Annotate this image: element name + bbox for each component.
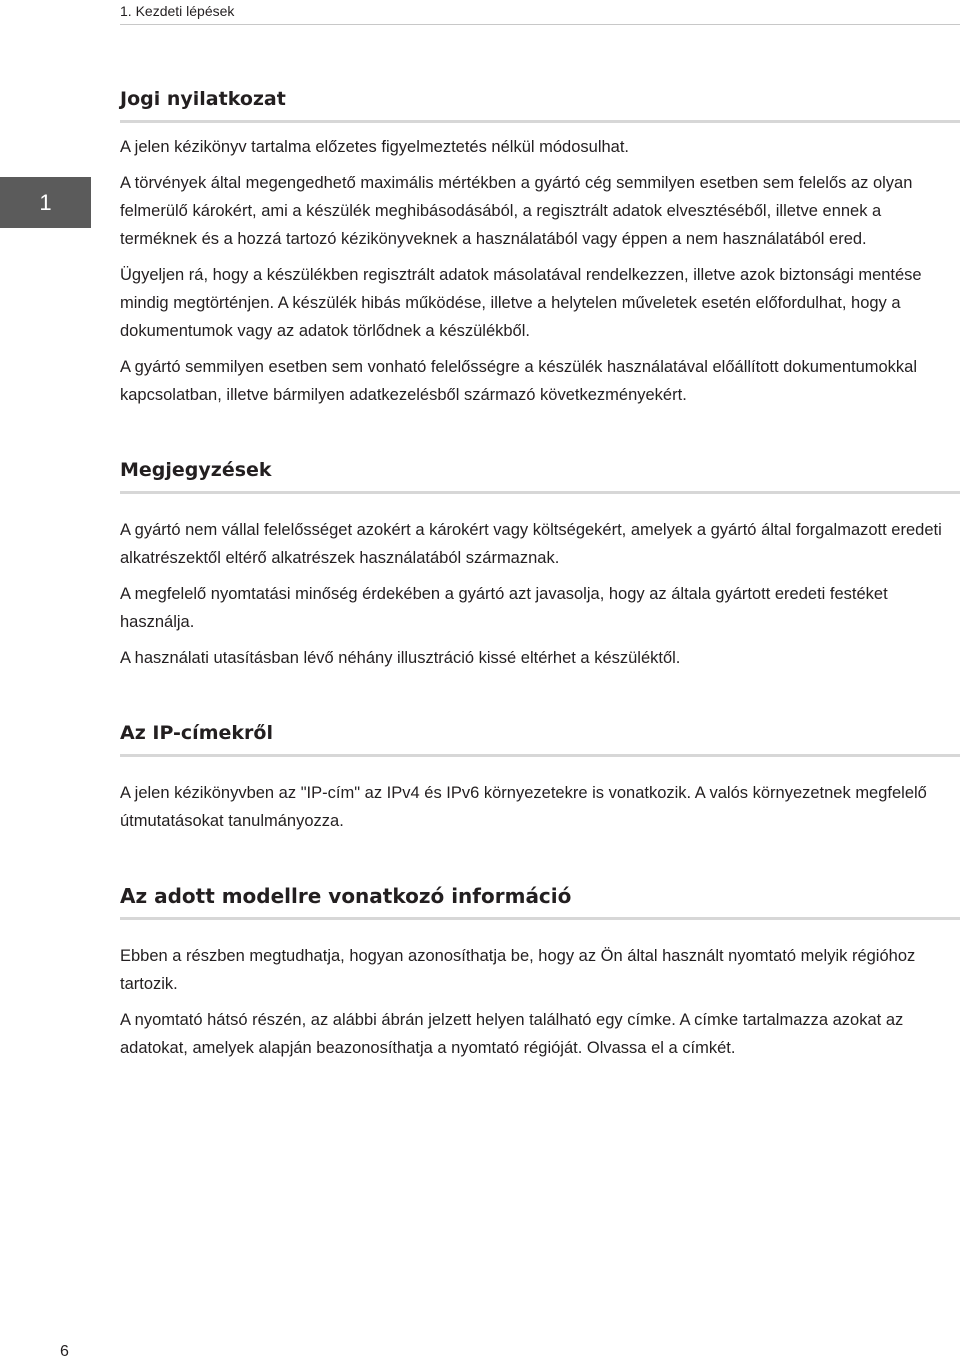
paragraph: A jelen kézikönyv tartalma előzetes figyelmeztetés nélkül módosulhat. (120, 138, 630, 156)
section-model-info (120, 883, 948, 1062)
section-ip-addresses (120, 720, 948, 835)
paragraph: Ebben a részben megtudhatja, hogyan azonosíthatja be, hogy az Ön által használt nyomtató melyik régióhoz tartozik. (120, 947, 916, 993)
page-content (120, 86, 948, 1062)
running-header (120, 2, 960, 24)
paragraph: A nyomtató hátsó részén, az alábbi ábrán jelzett helyen található egy címke. A címke tartalmazza azokat az adatokat, amelyek alapján beazonosíthatja a nyomtató régióját. Olvassa el a címkét. (120, 1011, 904, 1057)
paragraph: A használati utasításban lévő néhány illusztráció kissé eltérhet a készüléktől. (120, 649, 681, 667)
paragraph: A jelen kézikönyvben az "IP-cím" az IPv4 és IPv6 környezetekre is vonatkozik. A valós környezetnek megfelelő útmutatásokat tanulmányozza. (120, 784, 927, 830)
paragraph: Ügyeljen rá, hogy a készülékben regisztrált adatok másolatával rendelkezzen, illetve azok biztonsági mentése mindig megtörténjen. A készülék hibás működése, illetve a helytelen műveletek esetén előfordulhat, hogy a dokumentumok vagy az adatok törlődnek a készülékből. (120, 266, 922, 340)
paragraph: A törvények által megengedhető maximális mértékben a gyártó cég semmilyen esetben sem felelős az olyan felmerülő károkért, ami a készülék meghibásodásából, a regisztrált adatok elvesztéséből, illetve ennek a terméknek és a hozzá tartozó kézikönyveknek a használatából vagy éppen a nem használatából ered. (120, 174, 913, 248)
header-rule (120, 24, 960, 25)
paragraph: A gyártó semmilyen esetben sem vonható felelősségre a készülék használatával előállított dokumentumokkal kapcsolatban, illetve bármilyen adatkezelésből származó következményekért. (120, 358, 918, 404)
section-notes (120, 457, 948, 672)
section-title: Jogi nyilatkozat (120, 86, 960, 123)
section-title: Az IP-címekről (120, 720, 960, 757)
running-header-title: 1. Kezdeti lépések (120, 3, 235, 19)
section-title: Megjegyzések (120, 457, 960, 494)
chapter-tab: 1 (0, 177, 91, 228)
paragraph: A megfelelő nyomtatási minőség érdekében a gyártó azt javasolja, hogy az általa gyártott eredeti festéket használja. (120, 585, 888, 631)
section-title: Az adott modellre vonatkozó információ (120, 883, 960, 920)
page-number: 6 (60, 1343, 69, 1360)
paragraph: A gyártó nem vállal felelősséget azokért a károkért vagy költségekért, amelyek a gyártó által forgalmazott eredeti alkatrészektől eltérő alkatrészek használatából származnak. (120, 521, 942, 567)
section-legal-notice (120, 86, 948, 409)
